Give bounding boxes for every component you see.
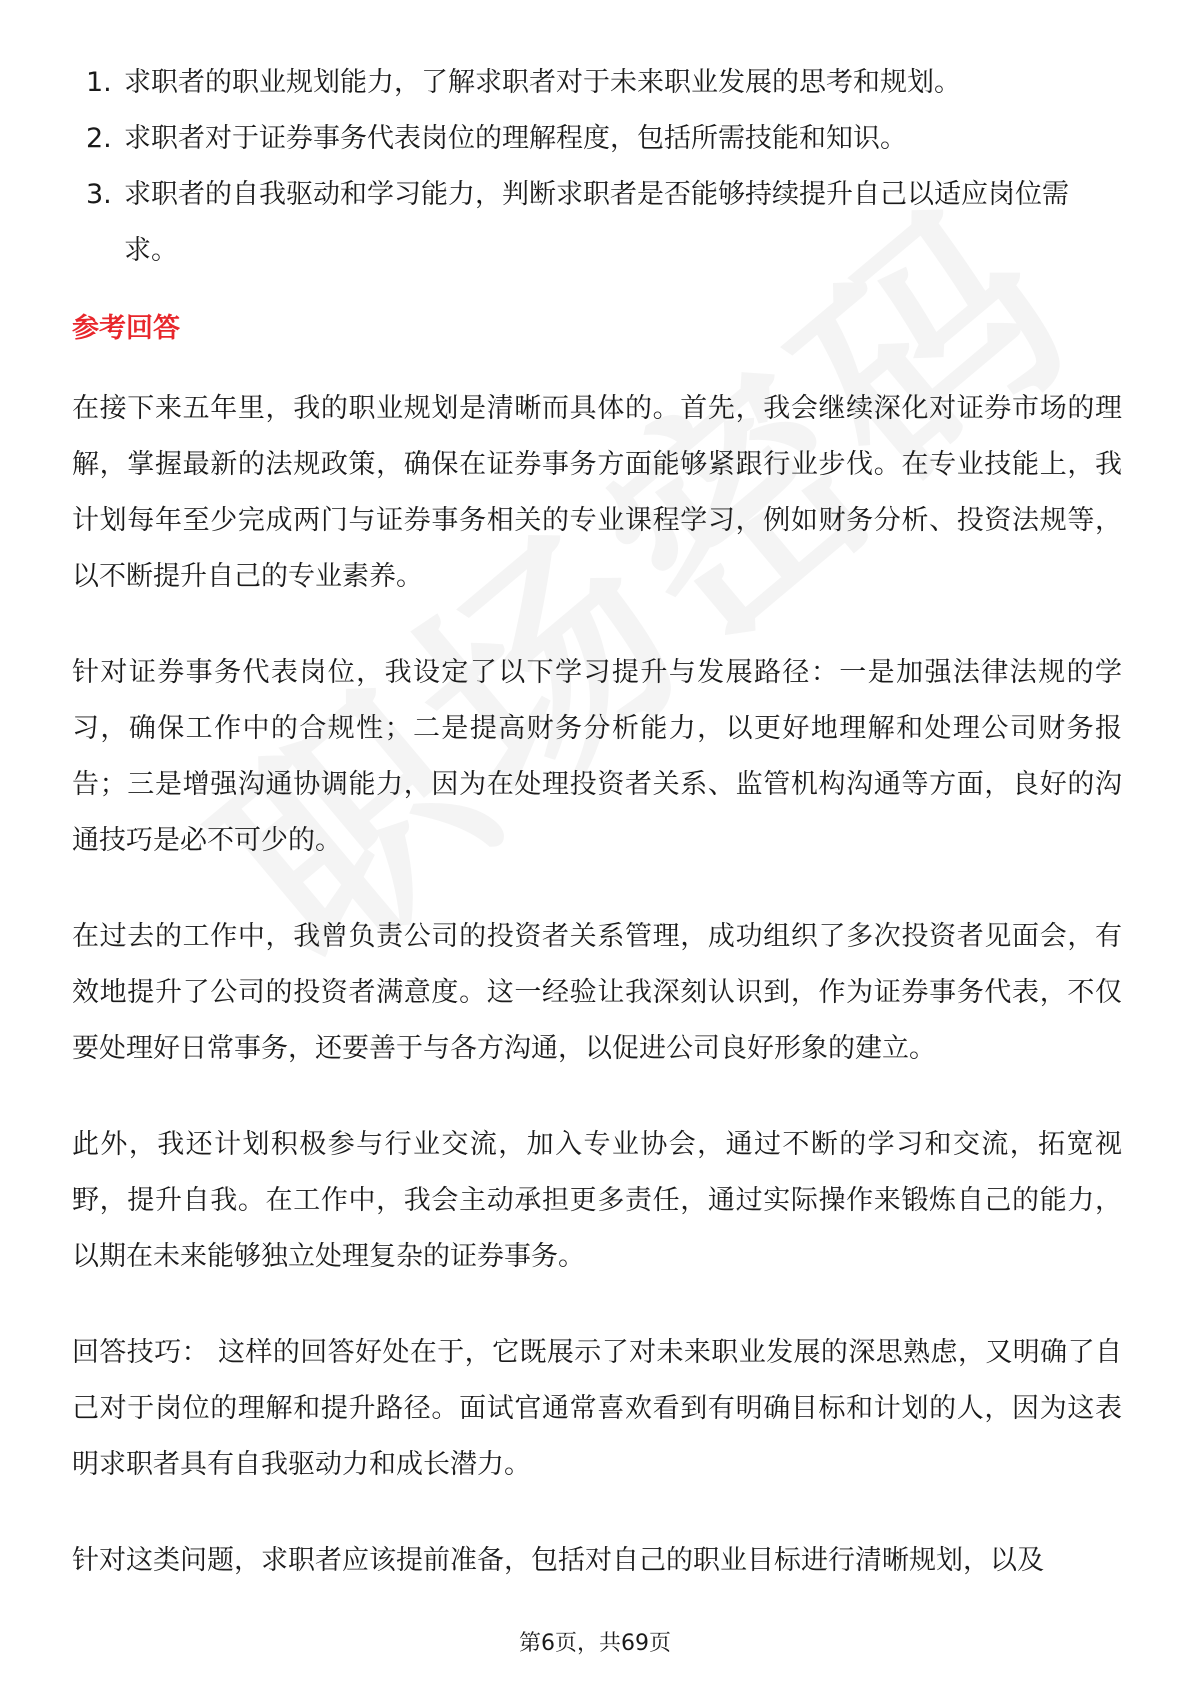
list-item-text: 求职者对于证券事务代表岗位的理解程度，包括所需技能和知识。 [124, 123, 907, 154]
criteria-list [72, 55, 1122, 279]
paragraph: 针对证券事务代表岗位，我设定了以下学习提升与发展路径：一是加强法律法规的学习，确保工作中的合规性；二是提高财务分析能力，以更好地理解和处理公司财务报告；三是增强沟通协调能力，因为在处理投资者关系、监管机构沟通等方面，良好的沟通技巧是必不可少的。 [72, 657, 1122, 856]
list-item-text: 求职者的职业规划能力，了解求职者对于未来职业发展的思考和规划。 [124, 67, 961, 98]
list-item-number: 1. [86, 67, 112, 98]
paragraph: 此外，我还计划积极参与行业交流，加入专业协会，通过不断的学习和交流，拓宽视野，提升自我。在工作中，我会主动承担更多责任，通过实际操作来锻炼自己的能力，以期在未来能够独立处理复杂的证券事务。 [72, 1129, 1122, 1272]
list-item [72, 55, 1122, 111]
paragraph: 回答技巧： 这样的回答好处在于，它既展示了对未来职业发展的深思熟虑，又明确了自己对于岗位的理解和提升路径。面试官通常喜欢看到有明确目标和计划的人，因为这表明求职者具有自我驱动力和成长潜力。 [72, 1337, 1122, 1480]
page-content [72, 55, 1122, 1629]
paragraph: 在接下来五年里，我的职业规划是清晰而具体的。首先，我会继续深化对证券市场的理解，掌握最新的法规政策，确保在证券事务方面能够紧跟行业步伐。在专业技能上，我计划每年至少完成两门与证券事务相关的专业课程学习，例如财务分析、投资法规等，以不断提升自己的专业素养。 [72, 393, 1122, 592]
section-title: 参考回答 [72, 313, 180, 344]
paragraph: 针对这类问题，求职者应该提前准备，包括对自己的职业目标进行清晰规划，以及 [72, 1545, 1044, 1576]
list-item [72, 167, 1122, 279]
list-item-number: 2. [86, 123, 112, 154]
list-item-text: 求职者的自我驱动和学习能力，判断求职者是否能够持续提升自己以适应岗位需求。 [124, 179, 1069, 266]
paragraph: 在过去的工作中，我曾负责公司的投资者关系管理，成功组织了多次投资者见面会，有效地提升了公司的投资者满意度。这一经验让我深刻认识到，作为证券事务代表，不仅要处理好日常事务，还要善于与各方沟通，以促进公司良好形象的建立。 [72, 921, 1122, 1064]
list-item-number: 3. [86, 179, 112, 210]
page-footer: 第6页，共69页 [519, 1631, 671, 1656]
list-item [72, 111, 1122, 167]
